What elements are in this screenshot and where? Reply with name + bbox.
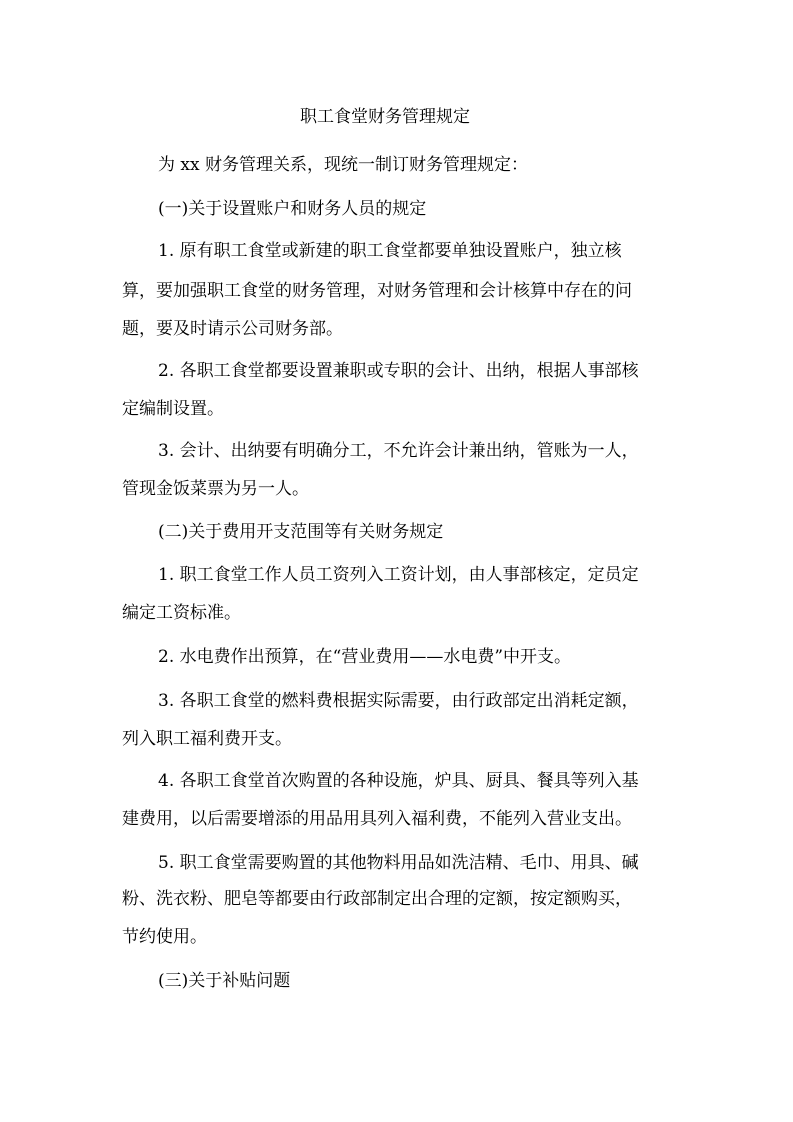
section-2-item-1-line-2: 编定工资标准。 bbox=[122, 603, 241, 623]
section-1-item-2-line-1: 2. 各职工食堂都要设置兼职或专职的会计、出纳，根据人事部核 bbox=[158, 361, 639, 381]
section-1-item-1-line-2: 算，要加强职工食堂的财务管理，对财务管理和会计核算中存在的问 bbox=[122, 281, 632, 301]
document-title: 职工食堂财务管理规定 bbox=[300, 107, 470, 127]
section-2-item-3-line-2: 列入职工福利费开支。 bbox=[122, 729, 292, 749]
section-2-item-5-line-2: 粉、洗衣粉、肥皂等都要由行政部制定出合理的定额，按定额购买， bbox=[122, 889, 632, 909]
section-1-heading: (一)关于设置账户和财务人员的规定 bbox=[158, 199, 427, 219]
section-2-item-3-line-1: 3. 各职工食堂的燃料费根据实际需要，由行政部定出消耗定额， bbox=[158, 691, 639, 711]
intro-paragraph: 为 xx 财务管理关系，现统一制订财务管理规定： bbox=[158, 155, 528, 175]
section-2-item-2-line-1: 2. 水电费作出预算，在“营业费用——水电费”中开支。 bbox=[158, 647, 572, 667]
section-2-item-4-line-2: 建费用，以后需要增添的用品用具列入福利费，不能列入营业支出。 bbox=[122, 809, 632, 829]
section-1-item-1-line-3: 题，要及时请示公司财务部。 bbox=[122, 319, 343, 339]
section-2-heading: (二)关于费用开支范围等有关财务规定 bbox=[158, 522, 444, 542]
section-1-item-3-line-2: 管现金饭菜票为另一人。 bbox=[122, 479, 309, 499]
section-1-item-3-line-1: 3. 会计、出纳要有明确分工，不允许会计兼出纳，管账为一人， bbox=[158, 441, 639, 461]
section-3-heading: (三)关于补贴问题 bbox=[158, 971, 291, 991]
section-2-item-4-line-1: 4. 各职工食堂首次购置的各种设施，炉具、厨具、餐具等列入基 bbox=[158, 771, 639, 791]
section-1-item-1-line-1: 1. 原有职工食堂或新建的职工食堂都要单独设置账户，独立核 bbox=[158, 241, 622, 261]
section-1-item-2-line-2: 定编制设置。 bbox=[122, 399, 224, 419]
section-2-item-5-line-3: 节约使用。 bbox=[122, 927, 207, 947]
section-2-item-1-line-1: 1. 职工食堂工作人员工资列入工资计划，由人事部核定，定员定 bbox=[158, 565, 639, 585]
section-2-item-5-line-1: 5. 职工食堂需要购置的其他物料用品如洗洁精、毛巾、用具、碱 bbox=[158, 853, 639, 873]
